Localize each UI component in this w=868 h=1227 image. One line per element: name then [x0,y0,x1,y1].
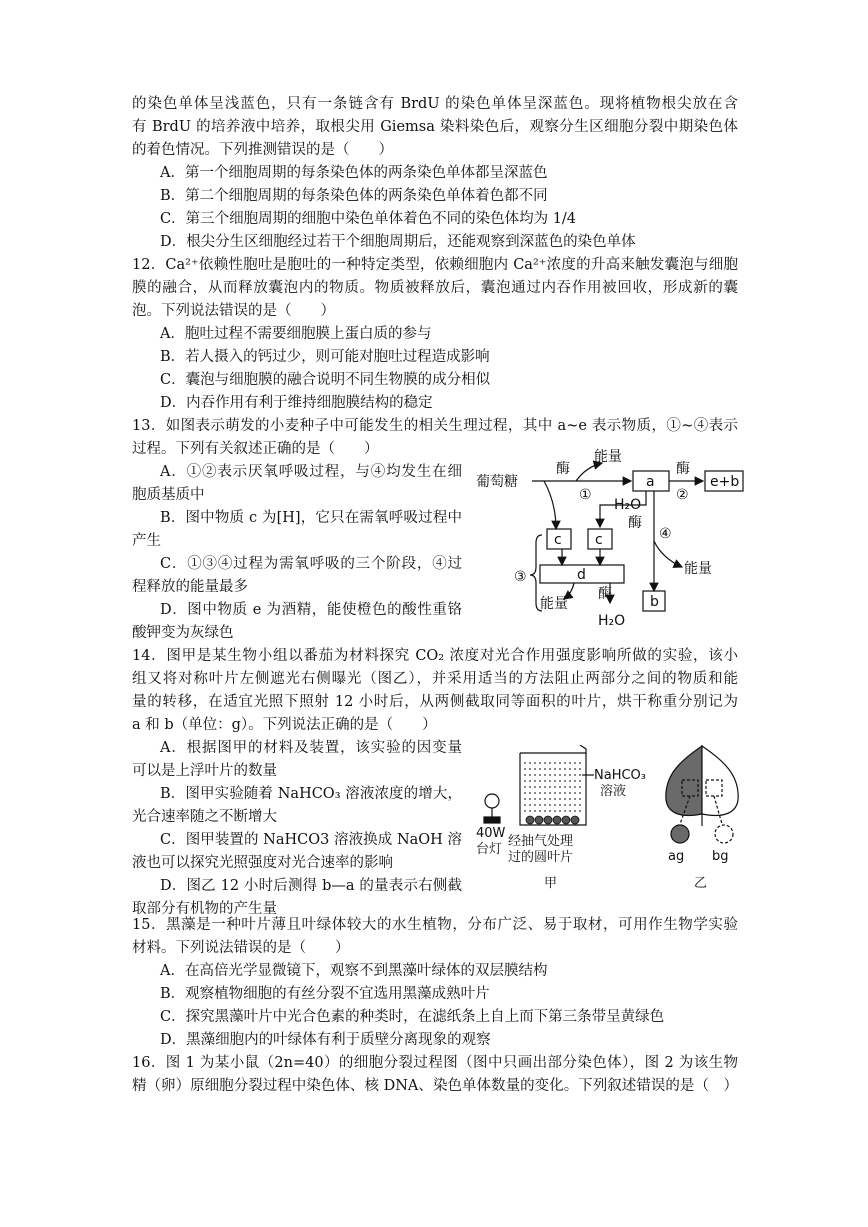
q13-option-b-1: B．图中物质 c 为[H]，它只在需氧呼吸过程中 [160,510,462,526]
h2o-label-2: H₂O [598,613,626,629]
arrow-glucose-to-c [544,481,556,529]
q14-option-a-1: A．根据图甲的材料及装置，该实验的因变量 [160,740,462,756]
arrow-energy-1 [576,463,602,481]
exposed-leaf-half [702,746,738,815]
h2o-label-1: H₂O [614,497,642,513]
q15-option-a: A．在高倍光学显微镜下，观察不到黑藻叶绿体的双层膜结构 [160,963,548,979]
sample-b-label: bg [712,849,729,864]
box-c-right-label: c [595,532,603,548]
disc-label-1: 经抽气处理 [508,834,574,849]
lamp-base-icon [484,817,500,823]
enzyme-label-4: 酶 [598,586,612,602]
q13-option-b-2: 产生 [132,533,161,549]
q13-option-a-1: A．①②表示厌氧呼吸过程，与④均发生在细 [160,464,462,480]
sample-b-disc [715,825,733,843]
q15-option-b: B．观察植物细胞的有丝分裂不宜选用黑藻成熟叶片 [160,986,490,1002]
q14-option-d-2: 取部分有机物的产生量 [132,901,277,917]
solution-hatching [524,763,582,811]
q13-line-1: 13．如图表示萌发的小麦种子中可能发生的相关生理过程，其中 a~e 表示物质，①~④表示 [132,418,738,434]
lamp-label-1: 40W [476,826,506,841]
nahco3-label: NaHCO₃ [594,768,646,783]
q14-option-b-2: 光合速率随之不断增大 [132,809,277,825]
enzyme-label-3: 酶 [628,515,642,531]
q12-option-b: B．若人摄入的钙过少，则可能对胞吐过程造成影响 [160,349,490,365]
box-c-left-label: c [554,532,562,548]
q14-option-c-1: C．图甲装置的 NaHCO3 溶液换成 NaOH 溶 [160,832,462,848]
q12-line-1: 12．Ca²⁺依赖性胞吐是胞吐的一种特定类型，依赖细胞内 Ca²⁺浓度的升高来触发囊泡与细胞 [132,257,738,273]
q12-option-c: C．囊泡与细胞膜的融合说明不同生物膜的成分相似 [160,372,491,388]
box-d-label: d [577,567,586,583]
q14-option-a-2: 可以是上浮叶片的数量 [132,763,277,779]
q11-line-1: 的染色单体呈浅蓝色，只有一条链含有 BrdU 的染色单体呈深蓝色。现将植物根尖放在含 [132,96,738,112]
q14-option-d-1: D．图乙 12 小时后测得 b—a 的量表示右侧截 [160,878,462,894]
q15-option-d: D．黑藻细胞内的叶绿体有利于质壁分离现象的观察 [160,1032,491,1048]
q15-line-1: 15．黑藻是一种叶片薄且叶绿体较大的水生植物，分布广泛、易于取材，可用作生物学实验 [132,917,738,933]
q11-option-b: B．第二个细胞周期的每条染色体的两条染色单体着色都不同 [160,188,548,204]
sample-a-label: ag [668,849,685,864]
q13-line-2: 过程。下列有关叙述正确的是（ ） [132,441,379,457]
figure-yi-caption: 乙 [694,876,708,891]
box-a-label: a [646,474,655,490]
q11-option-d: D．根尖分生区细胞经过若干个细胞周期后，还能观察到深蓝色的染色单体 [160,234,636,250]
q14-option-b-1: B．图甲实验随着 NaHCO₃ 溶液浓度的增大， [160,786,462,802]
energy-label-4: 能量 [684,561,712,577]
q14-line-4: a 和 b（单位：g）。下列说法正确的是（ ） [132,717,437,733]
beaker [520,753,586,825]
q15-option-c: C．探究黑藻叶片中光合色素的种类时，在滤纸条上自上而下第三条带呈黄绿色 [160,1009,665,1025]
q15-line-2: 材料。下列说法错误的是（ ） [132,940,350,956]
box-eb-label: e+b [710,474,740,490]
solution-label: 溶液 [600,784,627,799]
q12-line-3: 泡。下列说法错误的是（ ） [132,303,335,319]
q13-option-c-2: 程释放的能量最多 [132,579,248,595]
leaf-discs [526,816,579,824]
process-4-label: ④ [659,526,672,542]
q11-line-2: 有 BrdU 的培养液中培养，取根尖用 Giemsa 染料染色后，观察分生区细胞分裂中期染色体 [132,119,738,135]
disc-label-2: 过的圆叶片 [508,850,574,865]
q13-option-d-1: D．图中物质 e 为酒精，能使橙色的酸性重铬 [160,602,462,618]
arrow-energy-4 [654,541,682,567]
energy-label-1: 能量 [594,449,622,465]
experiment-apparatus-figure [476,745,676,895]
q16-line-2: 精（卵）原细胞分裂过程中染色体、核 DNA、染色单体数量的变化。下列叙述错误的是（ ） [132,1078,738,1094]
q14-line-2: 组又将对称叶片左侧遮光右侧曝光（图乙），并采用适当的方法阻止两部分之间的物质和能 [132,671,738,687]
respiration-pathway-diagram [476,443,746,633]
leaf-shading-figure [652,740,752,895]
box-b-label: b [650,594,659,610]
shaded-leaf-half [666,746,702,815]
q11-line-3: 的着色情况。下列推测错误的是（ ） [132,142,393,158]
q12-option-a: A．胞吐过程不需要细胞膜上蛋白质的参与 [160,326,432,342]
q16-line-1: 16．图 1 为某小鼠（2n=40）的细胞分裂过程图（图中只画出部分染色体），图 2 为该生物 [132,1055,738,1071]
sample-a-disc [671,825,689,843]
q13-option-a-2: 胞质基质中 [132,487,205,503]
q13-option-c-1: C．①③④过程为需氧呼吸的三个阶段，④过 [160,556,462,572]
energy-label-3: 能量 [540,596,568,612]
enzyme-label-2: 酶 [676,461,690,477]
q14-line-1: 14．图甲是某生物小组以番茄为材料探究 CO₂ 浓度对光合作用强度影响所做的实验，该小 [132,648,738,664]
q12-line-2: 膜的融合，从而释放囊泡内的物质。物质被释放后，囊泡通过内吞作用被回收，形成新的囊 [132,280,738,296]
lamp-bulb-icon [485,794,499,808]
q12-option-d: D．内吞作用有利于维持细胞膜结构的稳定 [160,395,433,411]
enzyme-label-1: 酶 [556,461,570,477]
figure-jia-caption: 甲 [544,876,558,891]
q11-option-c: C．第三个细胞周期的细胞中染色单体着色不同的染色体均为 1/4 [160,211,577,227]
glucose-label: 葡萄糖 [476,474,518,490]
q11-option-a: A．第一个细胞周期的每条染色体的两条染色单体都呈深蓝色 [160,165,548,181]
process-3-label: ③ [514,569,527,585]
q14-option-c-2: 液也可以探究光照强度对光合速率的影响 [132,855,393,871]
process-2-label: ② [676,487,689,503]
lamp-label-2: 台灯 [476,842,503,857]
process-1-label: ① [579,487,592,503]
q13-option-d-2: 酸钾变为灰绿色 [132,625,234,641]
q14-line-3: 量的转移，在适宜光照下照射 12 小时后，从两侧截取同等面积的叶片，烘干称重分别记为 [132,694,738,710]
